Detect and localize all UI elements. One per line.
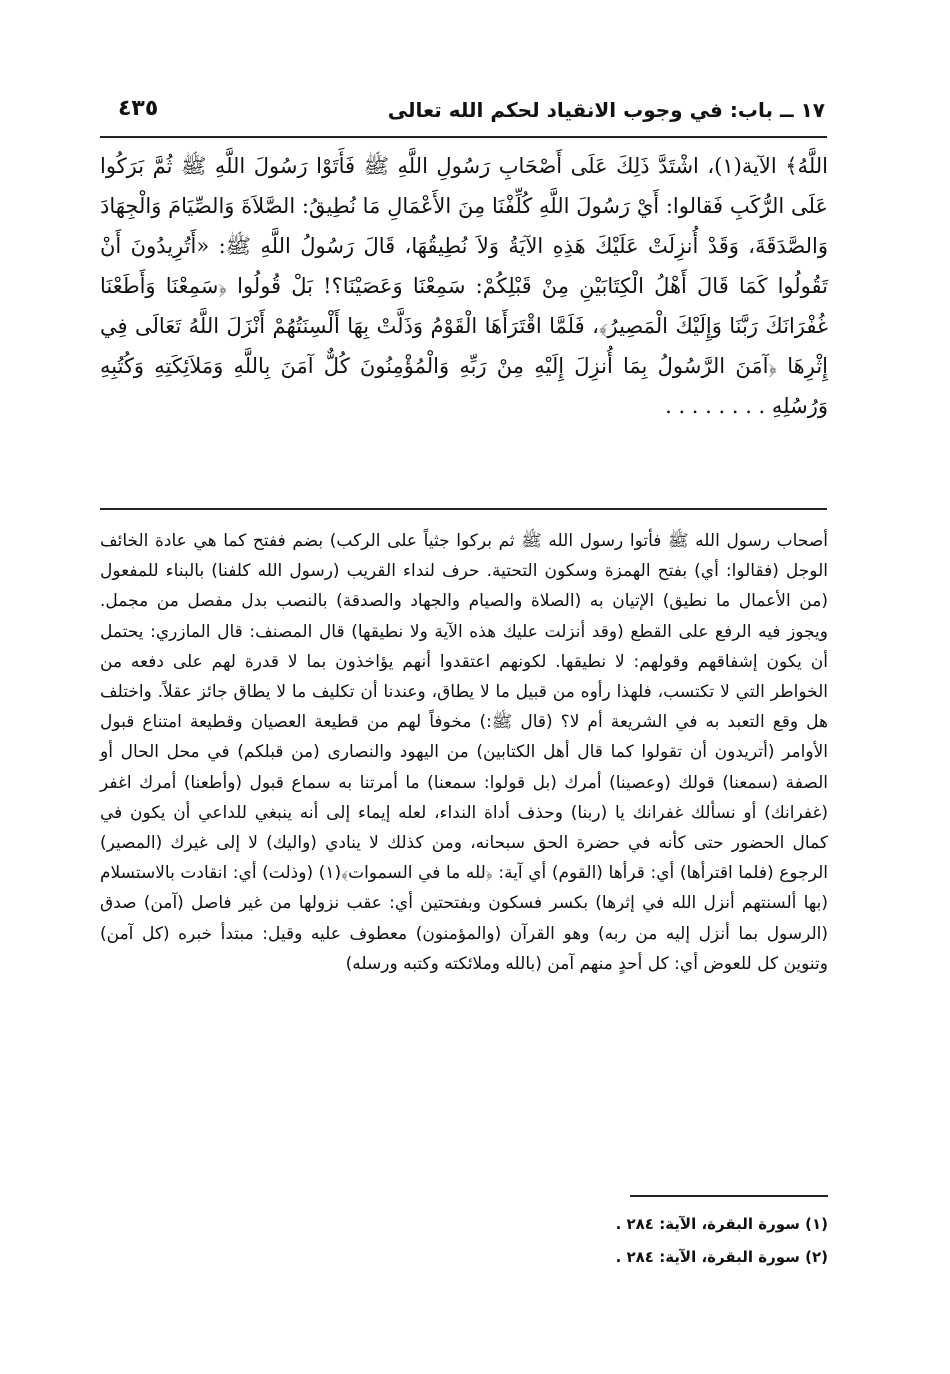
footnote-divider (630, 1195, 828, 1197)
footnote-2: (٢) سورة البقرة، الآية: ٢٨٤ . (615, 1248, 828, 1266)
commentary-divider (100, 508, 827, 510)
hadith-paragraph: اللَّهُ﴾ الآية(١)، اشْتَدَّ ذَلِكَ عَلَى أَصْحَابِ رَسُولِ اللَّهِ ﷺ فَأَتَوْا رَسُولَ اللَّهِ ﷺ ثُمَّ بَرَكُوا عَلَى الرُّكَبِ فَقالوا: أَيْ رَسُولَ اللَّهِ كُلِّفْنَا مِنَ الأَعْمَالِ مَا نُطِيقُ: الصَّلاَةَ وَالصِّيَامَ وَالْجِهَادَ وَالصَّدَقَةَ، وَقَدْ أُنزِلَتْ عَلَيْكَ هَذِهِ الآيَةُ وَلاَ نُطِيقُهَا، قَالَ رَسُولُ اللَّهِ ﷺ: «أَتُرِيدُونَ أَنْ تَقُولُوا كَمَا قَالَ أَهْلُ الْكِتَابَيْنِ مِنْ قَبْلِكُمْ: سَمِعْنَا وَعَصَيْنَا؟! بَلْ قُولُوا ﴿سَمِعْنَا وَأَطَعْنَا غُفْرَانَكَ رَبَّنَا وَإِلَيْكَ الْمَصِيرُ﴾، فَلَمَّا اقْتَرَأَهَا الْقَوْمُ وَذَلَّتْ بِهَا أَلْسِنَتُهُمْ أَنْزَلَ اللَّهُ تَعَالَى فِي إِثْرِهَا ﴿آمَنَ الرَّسُولُ بِمَا أُنزِلَ إِلَيْهِ مِنْ رَبِّهِ وَالْمُؤْمِنُونَ كُلٌّ آمَنَ بِاللَّهِ وَمَلاَئِكَتِهِ وَكُتُبِهِ وَرُسُلِهِ . . . . . . . . (100, 154, 829, 418)
header-divider (100, 136, 827, 138)
page-number: ٤٣٥ (118, 96, 159, 121)
running-header (100, 94, 825, 136)
commentary-text (100, 526, 828, 979)
hadith-text (100, 146, 828, 426)
footnotes (400, 1208, 828, 1274)
commentary-paragraph: أصحاب رسول الله ﷺ فأتوا رسول الله ﷺ ثم بركوا جثياً على الركب) بضم ففتح كما هي عادة الخائف الوجل (فقالوا: أي) بفتح الهمزة وسكون التحتية. حرف لنداء القريب (رسول الله كلفنا) بالبناء للمفعول (من الأعمال ما نطيق) الإتيان به (الصلاة والصيام والجهاد والصدقة) بالنصب بدل مفصل من مجمل. ويجوز فيه الرفع على القطع (وقد أنزلت عليك هذه الآية ولا نطيقها) قال المصنف: قال المازري: يحتمل أن يكون إشفاقهم وقولهم: لا نطيقها. لكونهم اعتقدوا أنهم يؤاخذون بما لا قدرة لهم على دفعه من الخواطر التي لا تكتسب، فلهذا رأوه من قبيل ما لا يطاق، وعندنا أن تكليف ما لا يطاق جائز عقلاً. واختلف هل وقع التعبد به في الشريعة أم لا؟ (قال ﷺ:) مخوفاً لهم من قطيعة العصيان وقطيعة امتناع قبول الأوامر (أتريدون أن تقولوا كما قال أهل الكتابين) من اليهود والنصارى (من قبلكم) في محل الحال أو الصفة (سمعنا) قولك (وعصينا) أمرك (بل قولوا: سمعنا) ما أمرتنا به سماع قبول (وأطعنا) أمرك اغفر (غفرانك) أو نسألك غفرانك يا (ربنا) وحذف أداة النداء، لعله إيماء إلى أنه ينبغي للداعي أن يكون في كمال الحضور حتى كأنه في حضرة الحق سبحانه، ومن كذلك لا ينادي (واليك) لا إلى غيرك (المصير) الرجوع (فلما اقترأها) أي: قرأها (القوم) أي آية: ﴿لله ما في السموات﴾(١) (وذلت) أي: انقادت بالاستسلام (بها ألسنتهم أنزل الله في إثرها) بكسر فسكون وبفتحتين أي: عقب نزولها من غير فاصل (آمن) صدق (الرسول بما أنزل إليه من ربه) وهو القرآن (والمؤمنون) معطوف عليه وقيل: مبتدأ خبره (كل آمن) وتنوين كل للعوض أي: كل أحدٍ منهم آمن (بالله وملائكته وكتبه ورسله) (100, 531, 829, 974)
footnote-1: (١) سورة البقرة، الآية: ٢٨٤ . (615, 1215, 828, 1233)
chapter-title: ١٧ ــ باب: في وجوب الانقياد لحكم الله تعالى (387, 98, 825, 122)
